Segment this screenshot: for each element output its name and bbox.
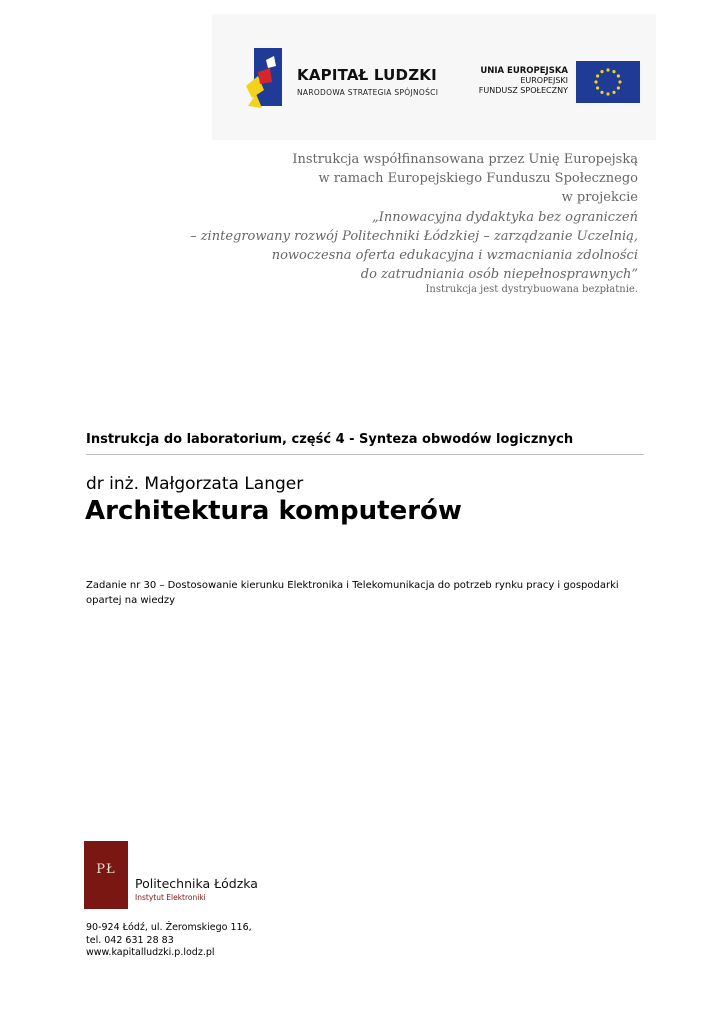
- institute-name: Instytut Elektroniki: [135, 893, 206, 902]
- address-line: 90-924 Łódź, ul. Żeromskiego 116,: [86, 922, 252, 933]
- eu-star-icon: [594, 80, 597, 83]
- course-title: Architektura komputerów: [85, 496, 462, 526]
- task-description: [86, 578, 626, 608]
- lab-instruction-title: Instrukcja do laboratorium, część 4 - Synteza obwodów logicznych: [86, 432, 574, 447]
- eu-star-icon: [617, 74, 620, 77]
- funding-line-3: w projekcie: [561, 190, 638, 205]
- eu-star-icon: [600, 91, 603, 94]
- eu-star-icon: [606, 68, 609, 71]
- eu-star-icon: [596, 74, 599, 77]
- funding-line-2: w ramach Europejskiego Funduszu Społecznego: [318, 171, 638, 186]
- eu-fund-label: [479, 66, 568, 96]
- contact-address: [86, 922, 252, 960]
- funding-statement: [292, 150, 638, 207]
- free-distribution-note: Instrukcja jest dystrybuowana bezpłatnie.: [425, 284, 638, 295]
- author-name: dr inż. Małgorzata Langer: [86, 474, 304, 494]
- eu-line-2: EUROPEJSKI: [520, 76, 568, 85]
- eu-star-icon: [596, 86, 599, 89]
- funding-line-1: Instrukcja współfinansowana przez Unię Europejską: [292, 152, 638, 167]
- website-line: www.kapitalludzki.p.lodz.pl: [86, 947, 215, 958]
- kapital-ludzki-title: KAPITAŁ LUDZKI: [297, 66, 437, 84]
- task-line-2: opartej na wiedzy: [86, 595, 176, 606]
- eu-flag-icon: [576, 61, 640, 103]
- project-title: [190, 208, 638, 284]
- project-line-4: do zatrudniania osób niepełnosprawnych”: [360, 267, 638, 282]
- phone-line: tel. 042 631 28 83: [86, 934, 174, 946]
- divider: [86, 454, 644, 455]
- eu-star-icon: [612, 91, 615, 94]
- eu-star-icon: [606, 92, 609, 95]
- kapital-ludzki-subtitle: NARODOWA STRATEGIA SPÓJNOŚCI: [297, 88, 439, 97]
- university-emblem: PŁ: [96, 862, 116, 877]
- eu-star-icon: [618, 80, 621, 83]
- eu-star-icon: [617, 86, 620, 89]
- eu-star-icon: [612, 70, 615, 73]
- eu-line-3: FUNDUSZ SPOŁECZNY: [478, 86, 568, 95]
- project-line-1: „Innowacyjna dydaktyka bez ograniczeń: [371, 210, 638, 225]
- university-name: Politechnika Łódzka: [135, 876, 258, 891]
- kapital-ludzki-logo-icon: [244, 46, 284, 112]
- project-line-3: nowoczesna oferta edukacyjna i wzmacniania zdolności: [271, 248, 638, 263]
- task-line-1: Zadanie nr 30 – Dostosowanie kierunku Elektronika i Telekomunikacja do potrzeb rynku pracy i gospodarki: [86, 580, 619, 591]
- eu-star-icon: [600, 70, 603, 73]
- eu-line-1: UNIA EUROPEJSKA: [480, 66, 568, 76]
- project-line-2: – zintegrowany rozwój Politechniki Łódzkiej – zarządzanie Uczelnią,: [190, 229, 638, 244]
